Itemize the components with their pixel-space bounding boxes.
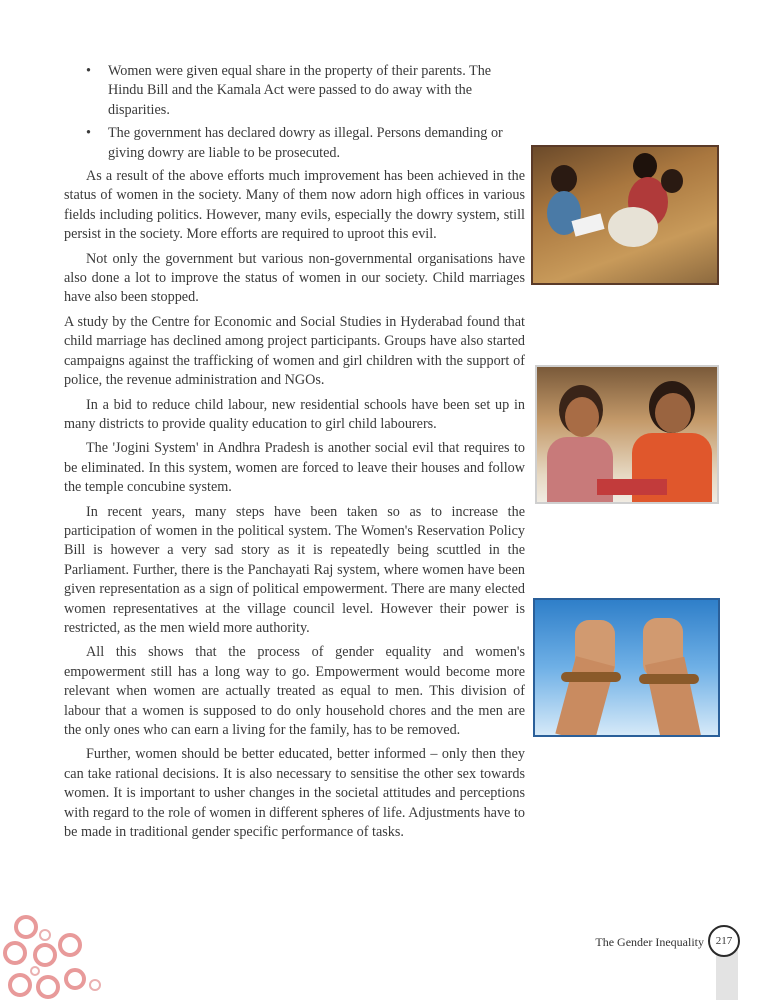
paragraph: All this shows that the process of gender equality and women's empowerment still has a long way to go. Empowerment would become more relevant when women are actually treated as equal to men. This division of labour that a women is supposed to do only household chores and the men are the only ones who can earn a living for the family, has to be removed. — [64, 644, 525, 738]
paragraph: Further, women should be better educated, better informed – only then they can take rational decisions. It is also necessary to sensitise the other sex towards women. It is important to usher changes in the societal attitudes and perceptions with regard to the role of women in different spheres of life. Adjustments have to be made in traditional gender specific performance of tasks. — [64, 746, 525, 841]
paragraph: In recent years, many steps have been taken so as to increase the participation of women in the political system. The Women's Reservation Policy Bill is however a very sad story as it is repeatedly being scuttled in the Parliament. Further, there is the Panchayati Raj system, where women have been given representation as a sign of political empowerment. There are many elected women representatives at the village council level. However their power is restricted, as the men wield more authority. — [64, 503, 525, 636]
page-edge-band — [716, 950, 738, 1000]
paragraph: Not only the government but various non-governmental organisations have also done a lot to improve the status of women in our society. Child marriages have also been stopped. — [64, 250, 525, 306]
body-text — [64, 62, 525, 847]
paragraph: In a bid to reduce child labour, new residential schools have been set up in many districts to provide quality education to girl child labourers. — [64, 396, 525, 432]
chapter-title: The Gender Inequality — [595, 935, 704, 949]
bullet-item: • The government has declared dowry as illegal. Persons demanding or giving dowry are liable to be prosecuted. — [108, 124, 525, 163]
bullet-list — [64, 62, 525, 163]
paragraph: The 'Jogini System' in Andhra Pradesh is another social evil that requires to be eliminated. In this system, women are forced to leave their houses and follow the temple concubine system. — [64, 440, 525, 496]
bullet-item: • Women were given equal share in the property of their parents. The Hindu Bill and the Kamala Act were passed to do away with the disparities. — [108, 62, 525, 120]
page-number: 217 — [708, 925, 740, 957]
photo-smiling-children — [535, 365, 719, 504]
paragraph: As a result of the above efforts much improvement has been achieved in the status of women in the society. Many of them now adorn high offices in various fields including politics. However, many evils, especially the dowry system, still persist in the society. More efforts are required to uproot this evil. — [64, 168, 525, 243]
paragraph: A study by the Centre for Economic and Social Studies in Hyderabad found that child marriage has declined among project participants. Groups have also started campaigns against the trafficking of women and girl children with the support of police, the revenue administration and NGOs. — [64, 313, 525, 389]
decorative-circles-icon — [0, 905, 110, 1000]
photo-children-reading — [531, 145, 719, 285]
photo-bound-fists — [533, 598, 720, 737]
